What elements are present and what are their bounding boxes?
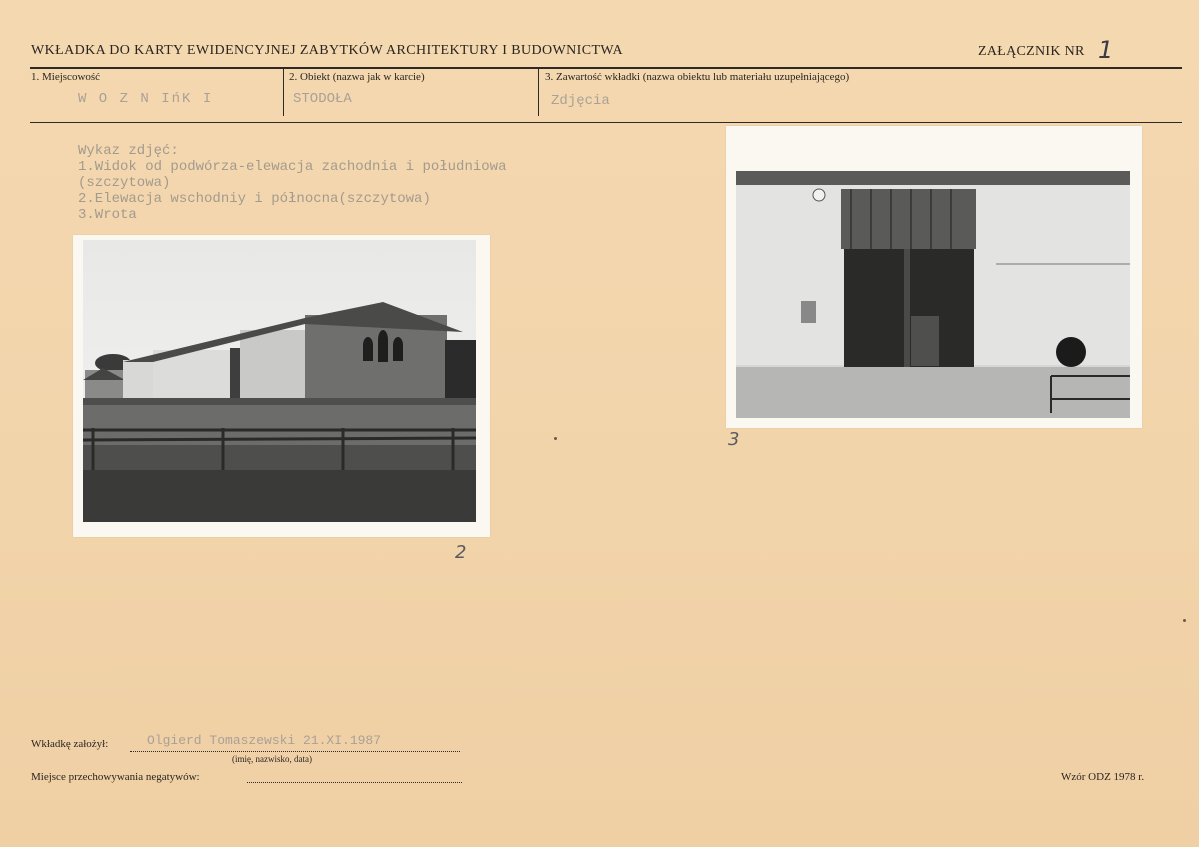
author-label: Wkładkę założył: — [31, 738, 109, 750]
barn-exterior-image — [83, 240, 476, 522]
document-title: WKŁADKA DO KARTY EWIDENCYJNEJ ZABYTKÓW ARCHITEKTURY I BUDOWNICTWA — [31, 43, 623, 58]
photo-number-3: 3 — [728, 429, 740, 450]
author-hint: (imię, nazwisko, data) — [232, 754, 312, 764]
photo-list-line: 2.Elewacja wschodniy i północna(szczytowa) — [78, 191, 431, 207]
pin-hole — [1183, 619, 1186, 622]
photo-list-line: (szczytowa) — [78, 175, 171, 191]
header-rule — [30, 67, 1182, 69]
photo-list-line: 3.Wrota — [78, 207, 137, 223]
pin-hole — [554, 437, 557, 440]
author-value: Olgierd Tomaszewski 21.XI.1987 — [147, 733, 382, 748]
object-label: 2. Obiekt (nazwa jak w karcie) — [289, 71, 425, 83]
content-label: 3. Zawartość wkładki (nazwa obiektu lub materiału uzupełniającego) — [545, 71, 850, 83]
field-divider-1 — [283, 69, 284, 116]
negatives-line — [247, 781, 462, 783]
photo-list — [78, 143, 506, 223]
object-value: STODOŁA — [293, 91, 352, 107]
locality-label: 1. Miejscowość — [31, 71, 101, 83]
photo-list-heading: Wykaz zdjęć: — [78, 143, 179, 159]
negatives-label: Miejsce przechowywania negatywów: — [31, 771, 200, 783]
content-value: Zdjęcia — [551, 93, 610, 109]
locality-value: W O Z N IńK I — [78, 91, 214, 107]
barn-gate-image — [736, 171, 1130, 418]
photo-list-line: 1.Widok od podwórza-elewacja zachodnia i południowa — [78, 159, 507, 175]
fields-rule — [30, 122, 1182, 123]
field-divider-2 — [538, 69, 539, 116]
annex-label: ZAŁĄCZNIK NR — [978, 44, 1085, 59]
barn-gate-photo — [726, 126, 1142, 428]
barn-exterior-photo — [73, 235, 490, 537]
photo-number-2: 2 — [455, 542, 467, 563]
author-line — [130, 750, 460, 752]
form-code: Wzór ODZ 1978 r. — [1061, 771, 1145, 783]
annex-number: 1 — [1098, 36, 1114, 64]
